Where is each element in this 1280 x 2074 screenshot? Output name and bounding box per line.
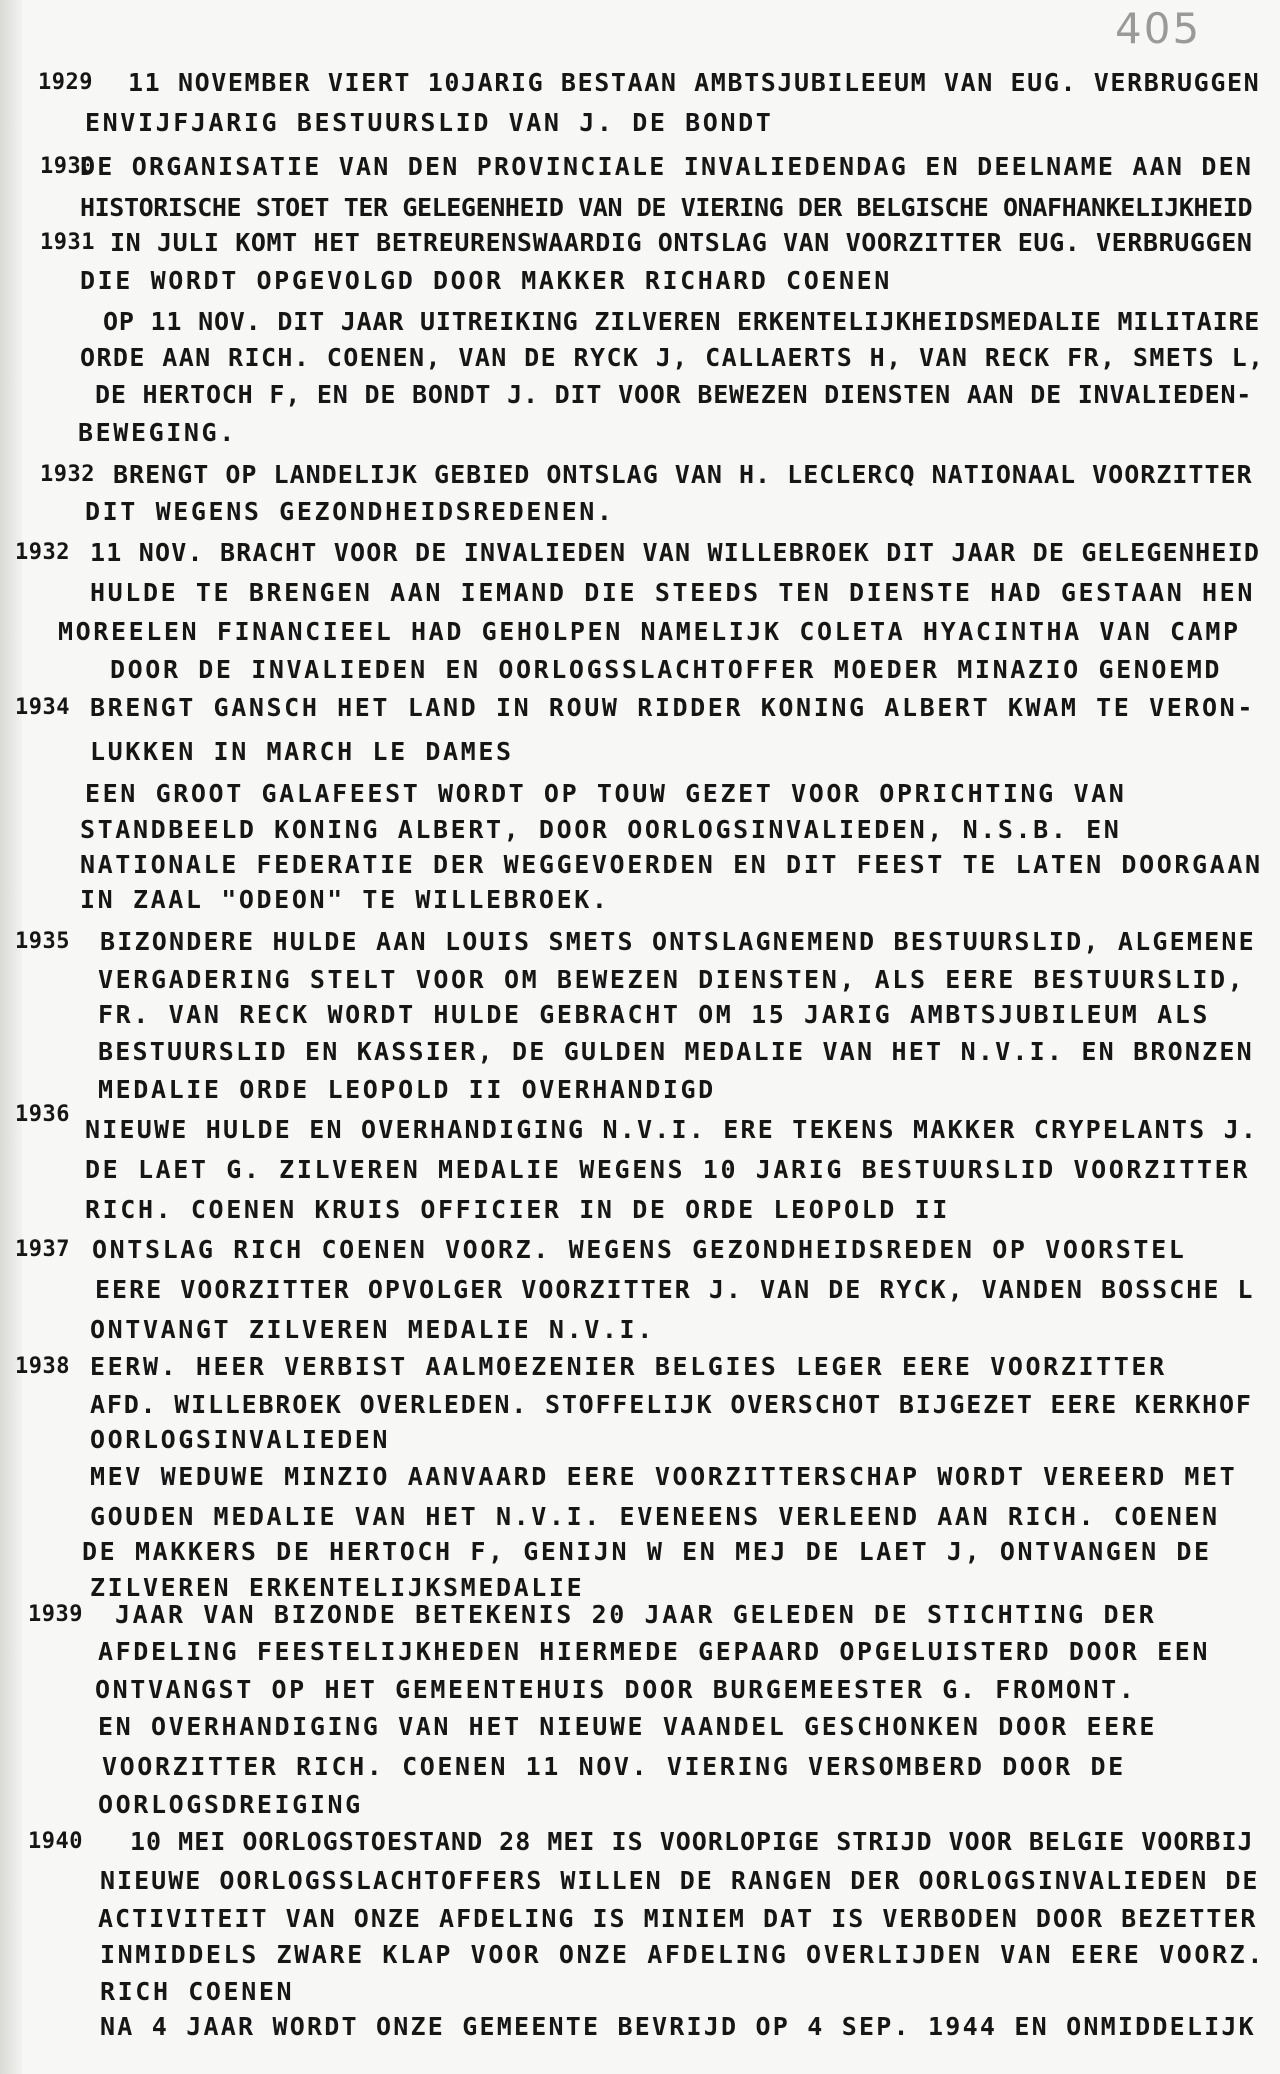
entry-year: 1934 (15, 695, 70, 720)
entry-text-line: DE HERTOCH F, EN DE BONDT J. DIT VOOR BEWEZEN DIENSTEN AAN DE INVALIEDEN- (95, 380, 1253, 409)
entry-year: 1930 (40, 154, 95, 179)
entry-text-line: MEV WEDUWE MINZIO AANVAARD EERE VOORZITTERSCHAP WORDT VEREERD MET (90, 1462, 1238, 1491)
entry-text-line: 11 NOV. BRACHT VOOR DE INVALIEDEN VAN WILLEBROEK DIT JAAR DE GELEGENHEID (90, 538, 1261, 567)
entry-text-line: ORDE AAN RICH. COENEN, VAN DE RYCK J, CALLAERTS H, VAN RECK FR, SMETS L, (80, 343, 1265, 372)
entry-text-line: NATIONALE FEDERATIE DER WEGGEVOERDEN EN DIT FEEST TE LATEN DOORGAAN (80, 850, 1263, 879)
entry-text-line: DE MAKKERS DE HERTOCH F, GENIJN W EN MEJ DE LAET J, ONTVANGEN DE (82, 1537, 1212, 1566)
entry-text-line: JAAR VAN BIZONDE BETEKENIS 20 JAAR GELEDEN DE STICHTING DER (115, 1600, 1157, 1629)
entry-year: 1939 (28, 1602, 83, 1627)
entry-year: 1937 (15, 1237, 70, 1262)
page-number: 405 (1115, 4, 1202, 53)
entry-text-line: OORLOGSDREIGING (98, 1790, 363, 1819)
entry-text-line: DOOR DE INVALIEDEN EN OORLOGSSLACHTOFFER MOEDER MINAZIO GENOEMD (110, 655, 1223, 684)
entry-text-line: FR. VAN RECK WORDT HULDE GEBRACHT OM 15 JARIG AMBTSJUBILEUM ALS (98, 1000, 1211, 1029)
entry-year: 1940 (28, 1829, 83, 1854)
entry-text-line: NIEUWE OORLOGSSLACHTOFFERS WILLEN DE RANGEN DER OORLOGSINVALIEDEN DE (100, 1866, 1260, 1895)
entry-text-line: HISTORISCHE STOET TER GELEGENHEID VAN DE VIERING DER BELGISCHE ONAFHANKELIJKHEID (80, 193, 1253, 222)
entry-year: 1936 (15, 1102, 70, 1127)
entry-text-line: EEN GROOT GALAFEEST WORDT OP TOUW GEZET VOOR OPRICHTING VAN (85, 779, 1127, 808)
entry-text-line: RICH. COENEN KRUIS OFFICIER IN DE ORDE LEOPOLD II (85, 1195, 950, 1224)
entry-text-line: BRENGT OP LANDELIJK GEBIED ONTSLAG VAN H. LECLERCQ NATIONAAL VOORZITTER (113, 460, 1253, 489)
entry-text-line: 10 MEI OORLOGSTOESTAND 28 MEI IS VOORLOPIGE STRIJD VOOR BELGIE VOORBIJ (130, 1827, 1254, 1856)
entry-text-line: LUKKEN IN MARCH LE DAMES (90, 737, 514, 766)
entry-text-line: AFD. WILLEBROEK OVERLEDEN. STOFFELIJK OVERSCHOT BIJGEZET EERE KERKHOF (90, 1390, 1253, 1419)
entry-text-line: RICH COENEN (100, 1977, 295, 2006)
entry-text-line: DE LAET G. ZILVEREN MEDALIE WEGENS 10 JARIG BESTUURSLID VOORZITTER (85, 1155, 1250, 1184)
entry-text-line: ENVIJFJARIG BESTUURSLID VAN J. DE BONDT (85, 108, 774, 137)
entry-year: 1931 (40, 230, 95, 255)
entry-year: 1932 (15, 540, 70, 565)
entry-text-line: 11 NOVEMBER VIERT 10JARIG BESTAAN AMBTSJUBILEEUM VAN EUG. VERBRUGGEN (128, 68, 1261, 97)
entry-text-line: NA 4 JAAR WORDT ONZE GEMEENTE BEVRIJD OP 4 SEP. 1944 EN ONMIDDELIJK (100, 2012, 1256, 2041)
entry-text-line: VOORZITTER RICH. COENEN 11 NOV. VIERING VERSOMBERD DOOR DE (102, 1752, 1126, 1781)
entry-text-line: DE ORGANISATIE VAN DEN PROVINCIALE INVALIEDENDAG EN DEELNAME AAN DEN (80, 152, 1254, 181)
entry-text-line: MEDALIE ORDE LEOPOLD II OVERHANDIGD (98, 1075, 716, 1104)
entry-text-line: EERW. HEER VERBIST AALMOEZENIER BELGIES LEGER EERE VOORZITTER (90, 1352, 1167, 1381)
entry-year: 1938 (15, 1354, 70, 1379)
entry-text-line: STANDBEELD KONING ALBERT, DOOR OORLOGSINVALIEDEN, N.S.B. EN (80, 815, 1122, 844)
entry-text-line: DIE WORDT OPGEVOLGD DOOR MAKKER RICHARD COENEN (80, 266, 892, 295)
entry-text-line: BEWEGING. (78, 418, 237, 447)
entry-year: 1932 (40, 462, 95, 487)
entry-text-line: ONTVANGST OP HET GEMEENTEHUIS DOOR BURGEMEESTER G. FROMONT. (95, 1675, 1137, 1704)
entry-text-line: GOUDEN MEDALIE VAN HET N.V.I. EVENEENS VERLEEND AAN RICH. COENEN (90, 1502, 1220, 1531)
entry-text-line: VERGADERING STELT VOOR OM BEWEZEN DIENSTEN, ALS EERE BESTUURSLID, (98, 965, 1246, 994)
entry-text-line: ZILVEREN ERKENTELIJKSMEDALIE (90, 1573, 585, 1602)
entry-text-line: ONTVANGT ZILVEREN MEDALIE N.V.I. (90, 1315, 655, 1344)
entry-text-line: EERE VOORZITTER OPVOLGER VOORZITTER J. VAN DE RYCK, VANDEN BOSSCHE L (95, 1275, 1255, 1304)
entry-text-line: BRENGT GANSCH HET LAND IN ROUW RIDDER KONING ALBERT KWAM TE VERON- (90, 693, 1255, 722)
entry-text-line: HULDE TE BRENGEN AAN IEMAND DIE STEEDS TEN DIENSTE HAD GESTAAN HEN (90, 578, 1255, 607)
entry-year: 1935 (15, 929, 70, 954)
entry-text-line: OP 11 NOV. DIT JAAR UITREIKING ZILVEREN ERKENTELIJKHEIDSMEDALIE MILITAIRE (103, 307, 1261, 336)
entry-text-line: DIT WEGENS GEZONDHEIDSREDENEN. (85, 497, 615, 526)
entry-year: 1929 (38, 70, 93, 95)
entry-text-line: IN ZAAL "ODEON" TE WILLEBROEK. (80, 885, 610, 914)
entry-text-line: OORLOGSINVALIEDEN (90, 1425, 391, 1454)
entry-text-line: ONTSLAG RICH COENEN VOORZ. WEGENS GEZONDHEIDSREDEN OP VOORSTEL (92, 1235, 1187, 1264)
entry-text-line: INMIDDELS ZWARE KLAP VOOR ONZE AFDELING OVERLIJDEN VAN EERE VOORZ. (100, 1940, 1265, 1969)
entry-text-line: NIEUWE HULDE EN OVERHANDIGING N.V.I. ERE TEKENS MAKKER CRYPELANTS J. (85, 1115, 1259, 1144)
entry-text-line: EN OVERHANDIGING VAN HET NIEUWE VAANDEL GESCHONKEN DOOR EERE (98, 1712, 1158, 1741)
entry-text-line: ACTIVITEIT VAN ONZE AFDELING IS MINIEM DAT IS VERBODEN DOOR BEZETTER (98, 1904, 1258, 1933)
entry-text-line: BIZONDERE HULDE AAN LOUIS SMETS ONTSLAGNEMEND BESTUURSLID, ALGEMENE (100, 927, 1256, 956)
entry-text-line: AFDELING FEESTELIJKHEDEN HIERMEDE GEPAARD OPGELUISTERD DOOR EEN (98, 1637, 1211, 1666)
entry-text-line: BESTUURSLID EN KASSIER, DE GULDEN MEDALIE VAN HET N.V.I. EN BRONZEN (98, 1037, 1254, 1066)
entry-text-line: IN JULI KOMT HET BETREURENSWAARDIG ONTSLAG VAN VOORZITTER EUG. VERBRUGGEN (110, 228, 1253, 257)
entry-text-line: MOREELEN FINANCIEEL HAD GEHOLPEN NAMELIJK COLETA HYACINTHA VAN CAMP (58, 617, 1241, 646)
